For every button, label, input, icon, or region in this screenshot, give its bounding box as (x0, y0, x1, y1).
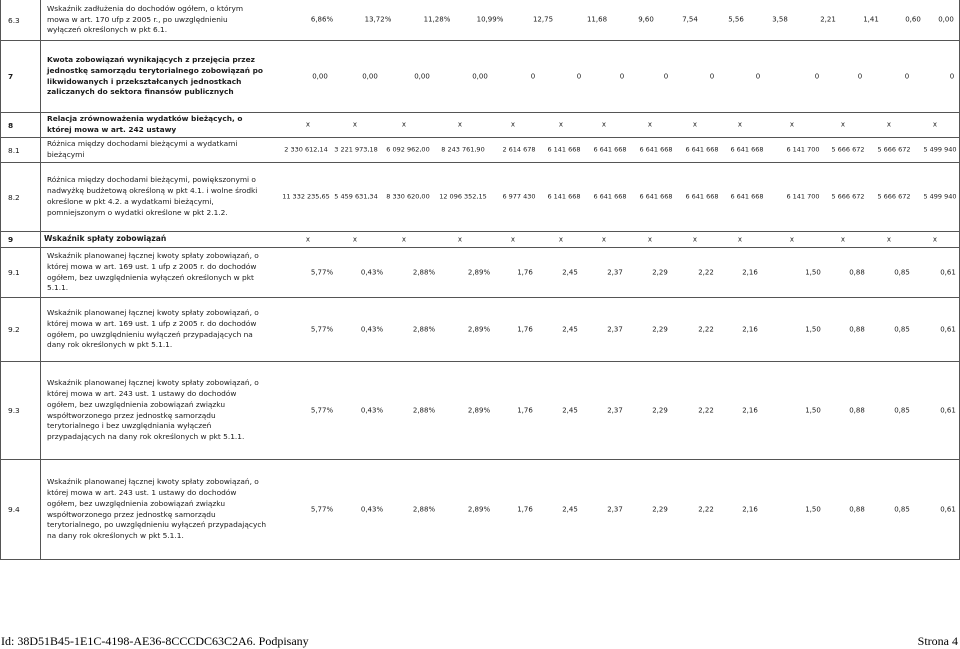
value-col-3: 2,88% (412, 268, 436, 276)
value-col-6: 2,45 (562, 325, 578, 333)
value-col-1: 11 332 235,65 (282, 192, 330, 201)
row-number: 9.2 (8, 325, 20, 334)
value-col-4: 2,89% (467, 325, 491, 333)
value-col-14: 0,00 (938, 15, 954, 24)
value-col-3: 6 092 962,00 (386, 145, 430, 154)
value-col-7: 2,37 (607, 268, 623, 276)
value-col-6: 2,45 (562, 268, 578, 276)
value-col-13: 0,85 (894, 325, 910, 333)
row-values (1, 41, 959, 112)
value-col-9: x (692, 120, 698, 129)
value-col-8: 7,54 (682, 15, 698, 24)
value-col-10: 3,58 (772, 15, 788, 24)
row-9-4 (0, 460, 960, 560)
row-label: Relacja zrównoważenia wydatków bieżących, o której mowa w art. 242 ustawy (47, 114, 243, 134)
value-col-4: 10,99% (476, 15, 504, 24)
row-number: 9.3 (8, 406, 20, 415)
value-col-9: 6 641 668 (685, 145, 719, 154)
value-col-11: 1,50 (805, 406, 821, 414)
value-col-11: 6 141 700 (786, 145, 820, 154)
value-col-4: x (457, 235, 463, 243)
value-col-2: 0,43% (360, 406, 384, 414)
row-number: 8.2 (8, 192, 20, 202)
value-col-10: x (737, 235, 743, 243)
row-9 (0, 232, 960, 248)
value-col-4: 8 243 761,90 (441, 145, 485, 154)
value-col-1: 5,77% (310, 325, 334, 333)
row-values (1, 113, 959, 137)
row-label: Wskaźnik planowanej łącznej kwoty spłaty zobowiązań, o której mowa w art. 243 ust. 1 ustawy do dochodów ogółem, bez uwzględnienia zobowiązań związku współtworzonego przez jednostkę samorządu terytorialnego i bez uwzględniania wyłączeń przypadających na dany rok określonych w pkt 5.1.1. (47, 378, 259, 442)
value-col-8: x (647, 120, 653, 129)
value-col-6: x (558, 120, 564, 129)
value-col-13: 0,60 (905, 15, 921, 24)
value-col-10: 2,16 (742, 268, 758, 276)
value-col-10: x (737, 120, 743, 129)
row-number: 8 (8, 120, 14, 130)
value-col-7: x (601, 120, 607, 129)
row-number: 9.4 (8, 505, 20, 514)
value-col-4: 12 096 352,15 (439, 192, 487, 201)
value-col-3: x (401, 120, 407, 129)
value-col-1: x (305, 120, 311, 129)
value-col-4: x (457, 120, 463, 129)
row-8-2 (0, 163, 960, 232)
row-number: 6.3 (8, 15, 20, 25)
value-col-3: x (401, 235, 407, 243)
row-values (1, 232, 959, 247)
row-label: Różnica między dochodami bieżącymi, powiększonymi o nadwyżkę budżetową określoną w pkt 4.1. i wolne środki określone w pkt 4.2. a wydatkami bieżącymi, pomniejszonym o wydatki określone w pkt 2.1.2. (47, 175, 258, 217)
value-col-6: 2,45 (562, 505, 578, 513)
value-col-12: 0 (857, 72, 863, 80)
value-col-12: x (840, 235, 846, 243)
value-col-13: 0,85 (894, 268, 910, 276)
value-col-3: 0,00 (414, 72, 430, 80)
value-col-4: 0,00 (472, 72, 488, 80)
value-col-14: 0,61 (940, 268, 956, 276)
row-8 (0, 113, 960, 138)
value-col-6: 6 141 668 (547, 192, 581, 201)
value-col-8: 6 641 668 (639, 145, 673, 154)
value-col-5: 1,76 (517, 406, 533, 414)
row-label: Wskaźnik zadłużenia do dochodów ogółem, o którym mowa w art. 170 ufp z 2005 r., po uwzględnieniu wyłączeń określonych w pkt 6.1. (47, 3, 244, 35)
value-col-6: 6 141 668 (547, 145, 581, 154)
value-col-1: 5,77% (310, 505, 334, 513)
value-col-1: 6,86% (310, 15, 334, 24)
value-col-1: 0,00 (312, 72, 328, 80)
value-col-6: x (558, 235, 564, 243)
row-values (1, 0, 959, 40)
value-col-1: x (305, 235, 311, 243)
value-col-10: 0 (755, 72, 761, 80)
value-col-9: 2,22 (698, 406, 714, 414)
row-label: Wskaźnik planowanej łącznej kwoty spłaty zobowiązań, o której mowa w art. 243 ust. 1 ustawy do dochodów ogółem, bez uwzględnienia zobowiązań związku współtworzonego przez jednostkę samorządu terytorialnego, po uwzględnieniu wyłączeń przypadających na dany rok określonych w pkt 5.1.1. (47, 477, 267, 541)
value-col-14: 0,61 (940, 325, 956, 333)
value-col-7: 2,37 (607, 505, 623, 513)
value-col-13: 5 666 672 (877, 192, 911, 201)
value-col-4: 2,89% (467, 505, 491, 513)
value-col-12: 0,88 (849, 268, 865, 276)
value-col-14: 0,61 (940, 505, 956, 513)
value-col-14: 0,61 (940, 406, 956, 414)
value-col-14: x (932, 235, 938, 243)
value-col-9: 0 (709, 72, 715, 80)
value-col-8: 2,29 (652, 325, 668, 333)
row-values (1, 298, 959, 361)
row-9-2 (0, 298, 960, 362)
value-col-7: 2,37 (607, 325, 623, 333)
value-col-12: 5 666 672 (831, 192, 865, 201)
value-col-8: x (647, 235, 653, 243)
value-col-8: 2,29 (652, 505, 668, 513)
value-col-5: 6 977 430 (502, 192, 536, 201)
value-col-10: 6 641 668 (730, 145, 764, 154)
value-col-14: 0 (949, 72, 955, 80)
value-col-5: 12,75 (532, 15, 554, 24)
value-col-5: 0 (530, 72, 536, 80)
value-col-7: 6 641 668 (593, 145, 627, 154)
value-col-14: 5 499 940 (923, 192, 957, 201)
value-col-9: 5,56 (728, 15, 744, 24)
document-id: Id: 38D51B45-1E1C-4198-AE36-8CCCDC63C2A6. Podpisany (1, 634, 309, 648)
value-col-12: 0,88 (849, 325, 865, 333)
value-col-11: 0 (814, 72, 820, 80)
value-col-3: 8 330 620,00 (386, 192, 430, 201)
value-col-13: 0 (904, 72, 910, 80)
row-label: Wskaźnik planowanej łącznej kwoty spłaty zobowiązań, o której mowa w art. 169 ust. 1 ufp z 2005 r. do dochodów ogółem, po uwzględnieniu wyłączeń przypadających na dany rok określonych w pkt 5.1.1. (47, 307, 259, 350)
value-col-10: 2,16 (742, 505, 758, 513)
value-col-4: 2,89% (467, 268, 491, 276)
value-col-2: x (352, 235, 358, 243)
value-col-5: 1,76 (517, 268, 533, 276)
value-col-14: 5 499 940 (923, 145, 957, 154)
value-col-12: 1,41 (863, 15, 879, 24)
value-col-1: 2 330 612,14 (284, 145, 328, 154)
value-col-2: 0,00 (362, 72, 378, 80)
value-col-3: 11,28% (423, 15, 451, 24)
value-col-2: 0,43% (360, 325, 384, 333)
row-label: Różnica między dochodami bieżącymi a wydatkami bieżącymi (47, 139, 238, 159)
value-col-5: 1,76 (517, 325, 533, 333)
page-footer (0, 634, 960, 648)
value-col-7: 6 641 668 (593, 192, 627, 201)
value-col-12: 0,88 (849, 406, 865, 414)
row-number: 7 (8, 72, 14, 81)
value-col-8: 2,29 (652, 268, 668, 276)
value-col-12: 5 666 672 (831, 145, 865, 154)
value-col-2: 5 459 631,34 (334, 192, 378, 201)
row-values (1, 460, 959, 559)
value-col-1: 5,77% (310, 268, 334, 276)
value-col-8: 2,29 (652, 406, 668, 414)
value-col-7: x (601, 235, 607, 243)
page-number: Strona 4 (917, 634, 958, 648)
value-col-12: 0,88 (849, 505, 865, 513)
row-9-1 (0, 248, 960, 298)
value-col-11: x (789, 120, 795, 129)
value-col-2: 13,72% (364, 15, 392, 24)
row-number: 9.1 (8, 268, 20, 277)
value-col-13: x (886, 120, 892, 129)
value-col-12: x (840, 120, 846, 129)
row-label: Wskaźnik planowanej łącznej kwoty spłaty zobowiązań, o której mowa w art. 169 ust. 1 ufp z 2005 r. do dochodów ogółem, bez uwzględnienia wyłączeń określonych w pkt 5.1.1. (47, 250, 259, 293)
value-col-9: 2,22 (698, 505, 714, 513)
value-col-2: 0,43% (360, 268, 384, 276)
value-col-4: 2,89% (467, 406, 491, 414)
value-col-7: 2,37 (607, 406, 623, 414)
value-col-7: 9,60 (638, 15, 654, 24)
value-col-9: x (692, 235, 698, 243)
value-col-5: 1,76 (517, 505, 533, 513)
row-values (1, 138, 959, 162)
value-col-8: 0 (663, 72, 669, 80)
value-col-13: 5 666 672 (877, 145, 911, 154)
value-col-10: 2,16 (742, 406, 758, 414)
value-col-14: x (932, 120, 938, 129)
row-values (1, 163, 959, 231)
value-col-5: x (510, 120, 516, 129)
row-values (1, 362, 959, 459)
value-col-3: 2,88% (412, 505, 436, 513)
value-col-10: 2,16 (742, 325, 758, 333)
row-values (1, 248, 959, 297)
value-col-13: x (886, 235, 892, 243)
value-col-5: 2 614 678 (502, 145, 536, 154)
value-col-11: 1,50 (805, 268, 821, 276)
value-col-8: 6 641 668 (639, 192, 673, 201)
value-col-7: 0 (619, 72, 625, 80)
row-8-1 (0, 138, 960, 163)
row-label: Wskaźnik spłaty zobowiązań (44, 234, 167, 244)
value-col-2: x (352, 120, 358, 129)
row-6-3 (0, 0, 960, 41)
value-col-9: 2,22 (698, 268, 714, 276)
value-col-11: 1,50 (805, 325, 821, 333)
value-col-13: 0,85 (894, 505, 910, 513)
value-col-10: 6 641 668 (730, 192, 764, 201)
value-col-11: 2,21 (820, 15, 836, 24)
value-col-2: 0,43% (360, 505, 384, 513)
row-number: 8.1 (8, 145, 20, 155)
value-col-1: 5,77% (310, 406, 334, 414)
value-col-6: 2,45 (562, 406, 578, 414)
value-col-3: 2,88% (412, 406, 436, 414)
value-col-11: 6 141 700 (786, 192, 820, 201)
value-col-5: x (510, 235, 516, 243)
row-7 (0, 41, 960, 113)
value-col-11: x (789, 235, 795, 243)
value-col-6: 11,68 (586, 15, 608, 24)
value-col-3: 2,88% (412, 325, 436, 333)
value-col-11: 1,50 (805, 505, 821, 513)
value-col-2: 3 221 973,18 (334, 145, 378, 154)
row-label: Kwota zobowiązań wynikających z przejęcia przez jednostkę samorządu terytorialnego zobowiązań po likwidowanych i przekształcanych jednostkach zaliczanych do sektora finansów publicznych (47, 54, 263, 97)
value-col-6: 0 (576, 72, 582, 80)
row-number: 9 (8, 235, 14, 244)
value-col-9: 2,22 (698, 325, 714, 333)
row-9-3 (0, 362, 960, 460)
value-col-13: 0,85 (894, 406, 910, 414)
value-col-9: 6 641 668 (685, 192, 719, 201)
